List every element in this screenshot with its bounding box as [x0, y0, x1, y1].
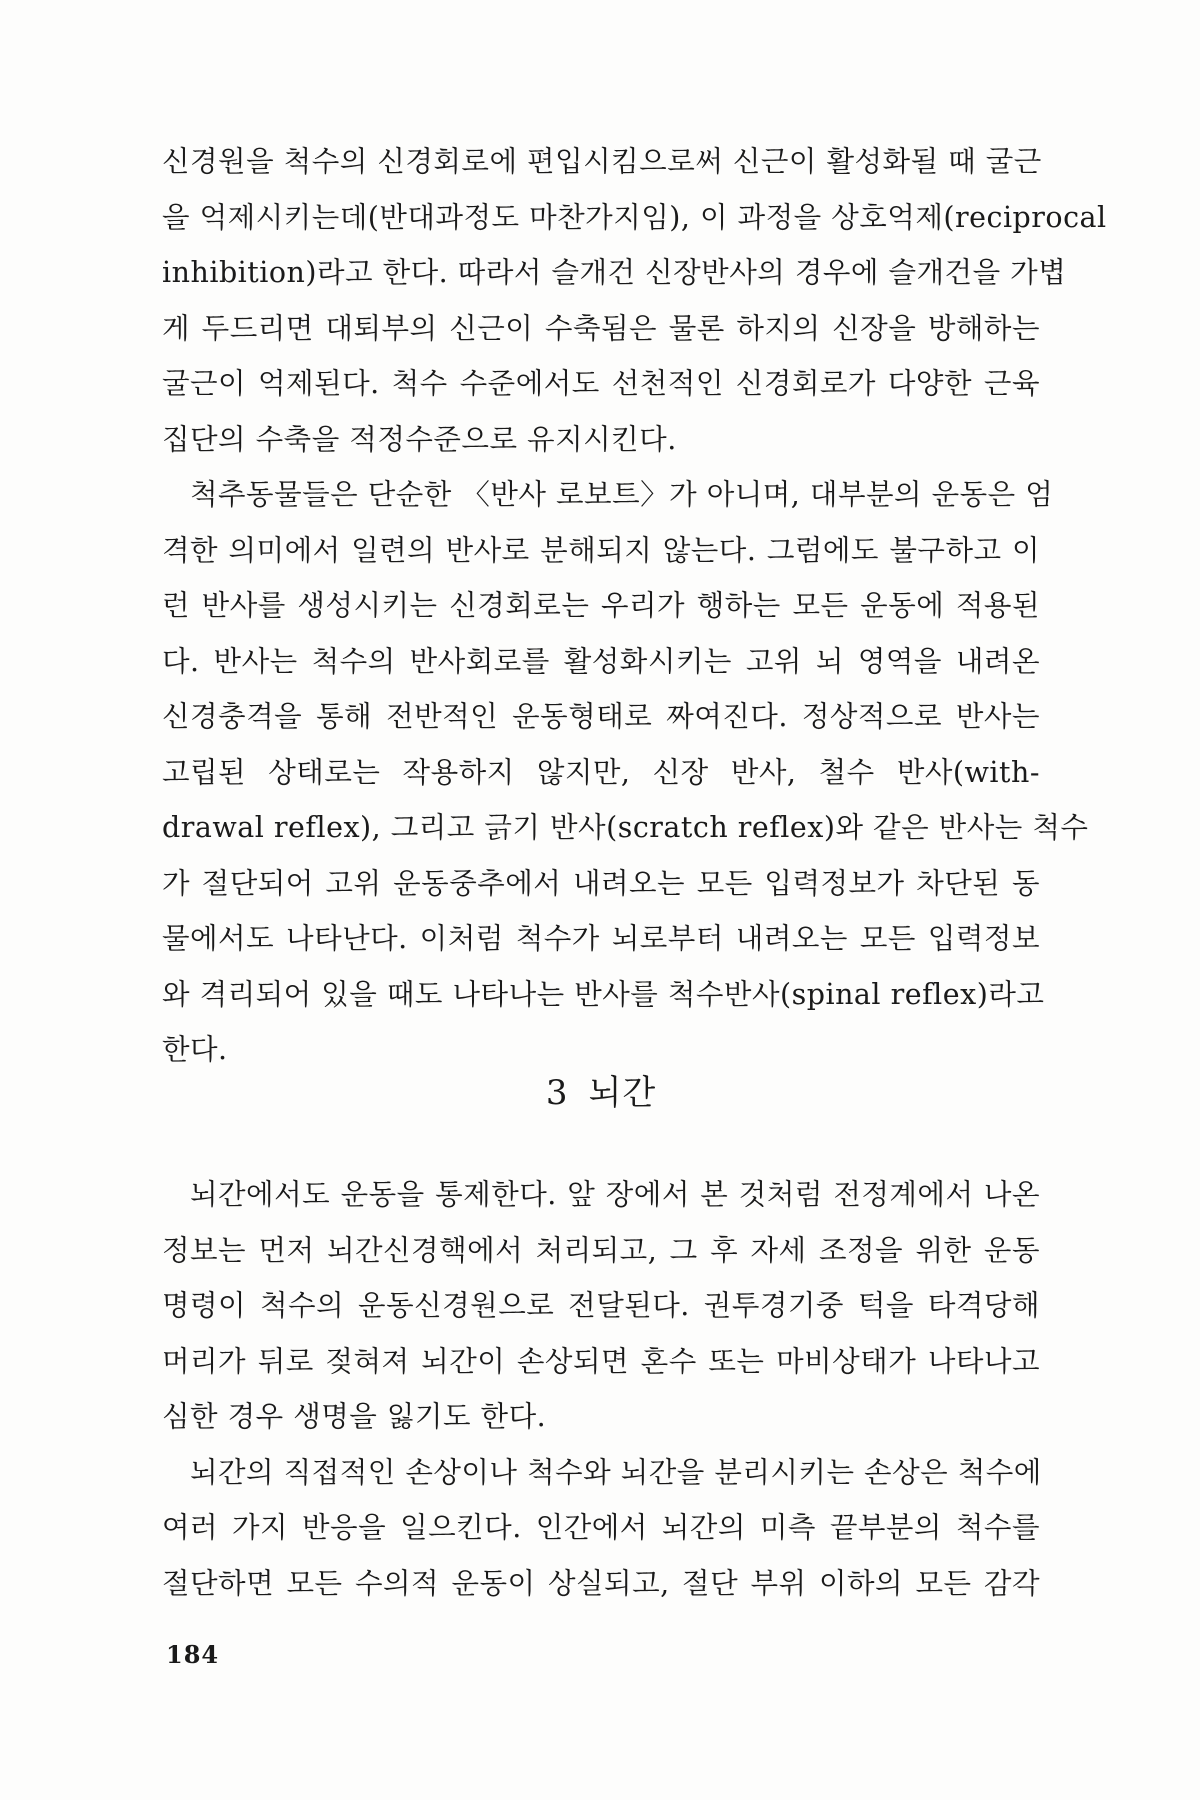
text-line: 고립된 상태로는 작용하지 않지만, 신장 반사, 철수 반사(with-: [162, 755, 1040, 789]
page-number: 184: [166, 1640, 220, 1669]
text-line: 신경원을 척수의 신경회로에 편입시킴으로써 신근이 활성화될 때 굴근: [162, 145, 1042, 178]
text-line: 게 두드리면 대퇴부의 신근이 수축됨은 물론 하지의 신장을 방해하는: [162, 311, 1040, 345]
text-line: 물에서도 나타난다. 이처럼 척수가 뇌로부터 내려오는 모든 입력정보: [162, 922, 1040, 955]
text-line: 굴근이 억제된다. 척수 수준에서도 선천적인 신경회로가 다양한 근육: [162, 367, 1040, 400]
text-line: 뇌간에서도 운동을 통제한다. 앞 장에서 본 것처럼 전정계에서 나온: [190, 1178, 1040, 1211]
text-line: 정보는 먼저 뇌간신경핵에서 처리되고, 그 후 자세 조정을 위한 운동: [162, 1233, 1040, 1267]
text-line: 뇌간의 직접적인 손상이나 척수와 뇌간을 분리시키는 손상은 척수에: [190, 1455, 1042, 1489]
text-line: 척추동물들은 단순한 〈반사 로보트〉가 아니며, 대부분의 운동은 엄: [190, 478, 1054, 511]
body-text-upper: [162, 134, 1107, 1078]
text-line: 격한 의미에서 일련의 반사로 분해되지 않는다. 그럼에도 불구하고 이: [162, 533, 1040, 567]
text-line: 한다.: [162, 1033, 228, 1066]
text-line: 와 격리되어 있을 때도 나타나는 반사를 척수반사(spinal reflex)라고: [162, 977, 1045, 1011]
text-line: 여러 가지 반응을 일으킨다. 인간에서 뇌간의 미측 끝부분의 척수를: [162, 1511, 1040, 1544]
text-line: drawal reflex), 그리고 긁기 반사(scratch reflex)와 같은 반사는 척수: [162, 811, 1089, 844]
text-line: 다. 반사는 척수의 반사회로를 활성화시키는 고위 뇌 영역을 내려온: [162, 644, 1040, 678]
body-text-lower: [162, 1167, 1040, 1611]
text-line: 집단의 수축을 적정수준으로 유지시킨다.: [162, 422, 677, 456]
text-line: 신경충격을 통해 전반적인 운동형태로 짜여진다. 정상적으로 반사는: [162, 700, 1040, 733]
section-heading: [162, 1070, 1040, 1116]
text-line: 절단하면 모든 수의적 운동이 상실되고, 절단 부위 이하의 모든 감각: [162, 1566, 1040, 1600]
text-line: 명령이 척수의 운동신경원으로 전달된다. 권투경기중 턱을 타격당해: [162, 1289, 1040, 1322]
section-number: 3: [545, 1073, 569, 1113]
text-line: 을 억제시키는데(반대과정도 마찬가지임), 이 과정을 상호억제(reciprocal: [162, 200, 1107, 234]
text-line: 런 반사를 생성시키는 신경회로는 우리가 행하는 모든 운동에 적용된: [162, 589, 1040, 622]
text-line: 심한 경우 생명을 잃기도 한다.: [162, 1400, 547, 1433]
section-title: 뇌간: [588, 1073, 657, 1113]
text-line: inhibition)라고 한다. 따라서 슬개건 신장반사의 경우에 슬개건을 가볍: [162, 256, 1067, 289]
text-line: 머리가 뒤로 젖혀져 뇌간이 손상되면 혼수 또는 마비상태가 나타나고: [162, 1344, 1040, 1378]
text-line: 가 절단되어 고위 운동중추에서 내려오는 모든 입력정보가 차단된 동: [162, 866, 1040, 900]
